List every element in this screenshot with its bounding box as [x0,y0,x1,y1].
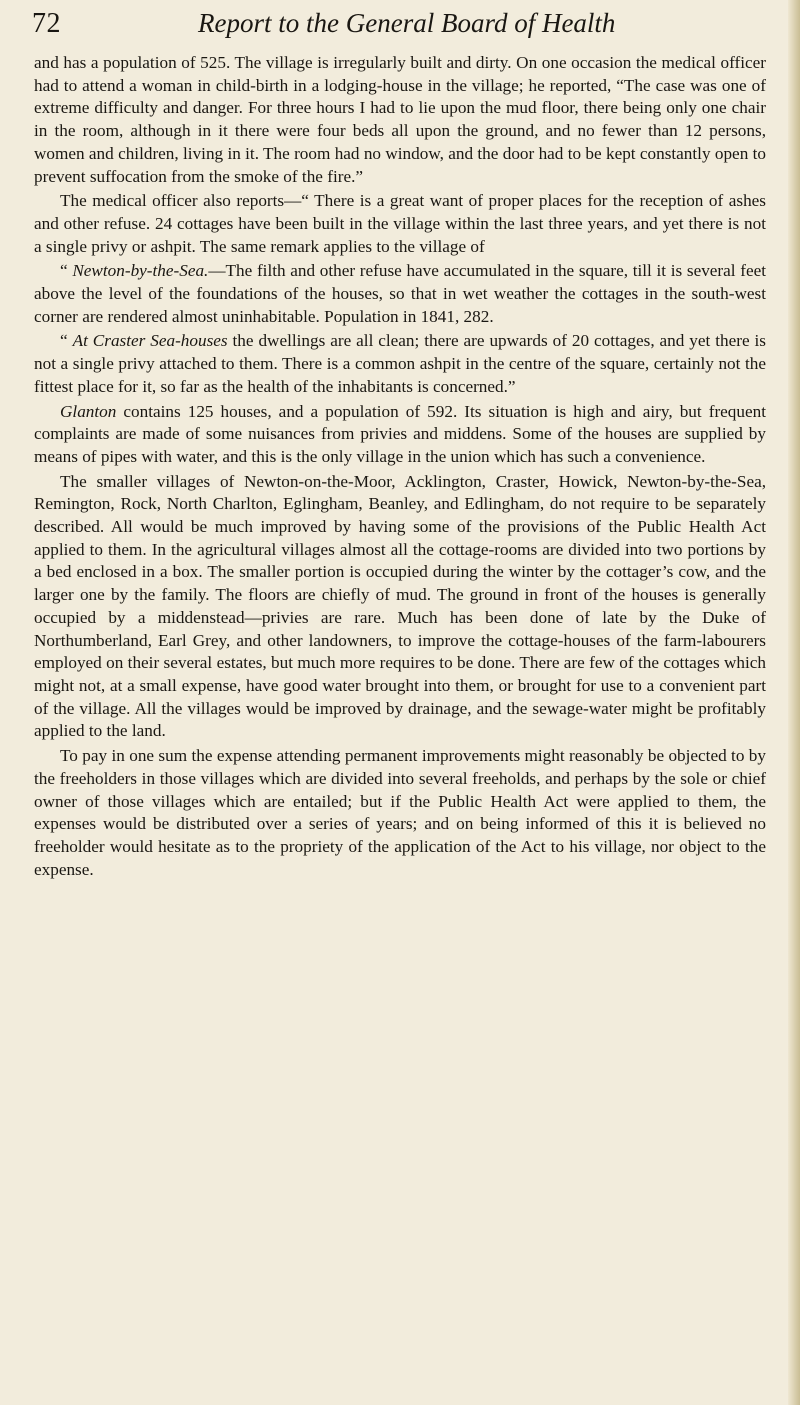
paragraph-text: the dwellings are all clean; there are upwards of 20 cottages, and yet there is not a single privy attached to them. There is a common ashpit in the centre of the square, certainly not the fittest place for it, so far as the health of the inhabitants is concerned.” [34,331,766,396]
place-name: Newton-by-the-Sea. [72,261,209,281]
body-text [34,52,766,883]
paragraph-text: The medical officer also reports—“ There is a great want of proper places for the reception of ashes and other refuse. 24 cottages have been built in the village within the last three years, and yet there is not a single privy or ashpit. The same remark applies to the village of [34,191,766,256]
place-name: At Craster Sea-houses [72,331,228,351]
place-name: Glanton [60,401,117,421]
running-head: Report to the General Board of Health [198,8,616,38]
paragraph [34,471,766,743]
paragraph [34,745,766,881]
paragraph [34,401,766,469]
paragraph-text: To pay in one sum the expense attending permanent improvements might reasonably be objected to by the freeholders in those villages which are divided into several freeholds, and perhaps by the sole or chief owner of those villages which are entailed; but if the Public Health Act were applied to them, the expenses would be distributed over a series of years; and on being informed of this it is believed no freeholder would hesitate as to the propriety of the application of the Act to his village, nor object to the expense. [34,746,766,879]
paragraph [34,52,766,188]
paragraph-text: and has a population of 525. The village is irregularly built and dirty. On one occasion the medical officer had to attend a woman in child-birth in a lodging-house in the village; he reported, “The case was one of extreme difficulty and danger. For three hours I had to lie upon the mud floor, there being only one chair in the room, although in it there were four beds all upon the ground, and no fewer than 12 persons, women and children, living in it. The room had no window, and the door had to be kept constantly open to prevent suffocation from the smoke of the fire.” [34,53,766,186]
paragraph: “ At Craster Sea-houses the dwellings are all clean; there are upwards of 20 cottages, and yet there is not a single privy attached to them. There is a common ashpit in the centre of the square, certainly not the fittest place for it, so far as the health of the inhabitants is concerned.” [34,331,766,396]
paragraph-text: —The filth and other refuse have accumulated in the square, till it is several feet above the level of the foundations of the houses, so that in wet weather the cottages in the south-west corner are rendered almost uninhabitable. Population in 1841, 282. [34,261,766,326]
page-number: 72 [32,8,61,39]
book-page [28,0,772,1405]
paragraph-text: contains 125 houses, and a population of 592. Its situation is high and airy, but frequent complaints are made of some nuisances from privies and middens. Some of the houses are supplied by means of pipes with water, and this is the only village in the union which has such a convenience. [34,401,766,466]
page-header [28,8,772,46]
paragraph-text: The smaller villages of Newton-on-the-Moor, Acklington, Craster, Howick, Newton-by-the-Sea, Remington, Rock, North Charlton, Eglingham, Beanley, and Edlingham, do not require to be separately described. All would be much improved by having some of the provisions of the Public Health Act applied to them. In the agricultural villages almost all the cottage-rooms are divided into two portions by a bed enclosed in a box. The smaller portion is occupied during the winter by the cottager’s cow, and the larger one by the family. The floors are chiefly of mud. The ground in front of the houses is generally occupied by a middenstead—privies are rare. Much has been done of late by the Duke of Northumberland, Earl Grey, and other landowners, to improve the cottage-houses of the farm-labourers employed on their several estates, but much more requires to be done. There are few of the cottages which might not, at a small expense, have good water brought into them, or brought for use to a convenient part of the village. All the villages would be improved by drainage, and the sewage-water might be profitably applied to the land. [34,471,766,741]
paragraph [34,190,766,258]
page-edge [788,0,800,1405]
paragraph: “ Newton-by-the-Sea.—The filth and other refuse have accumulated in the square, till it is several feet above the level of the foundations of the houses, so that in wet weather the cottages in the south-west corner are rendered almost uninhabitable. Population in 1841, 282. [34,261,766,326]
